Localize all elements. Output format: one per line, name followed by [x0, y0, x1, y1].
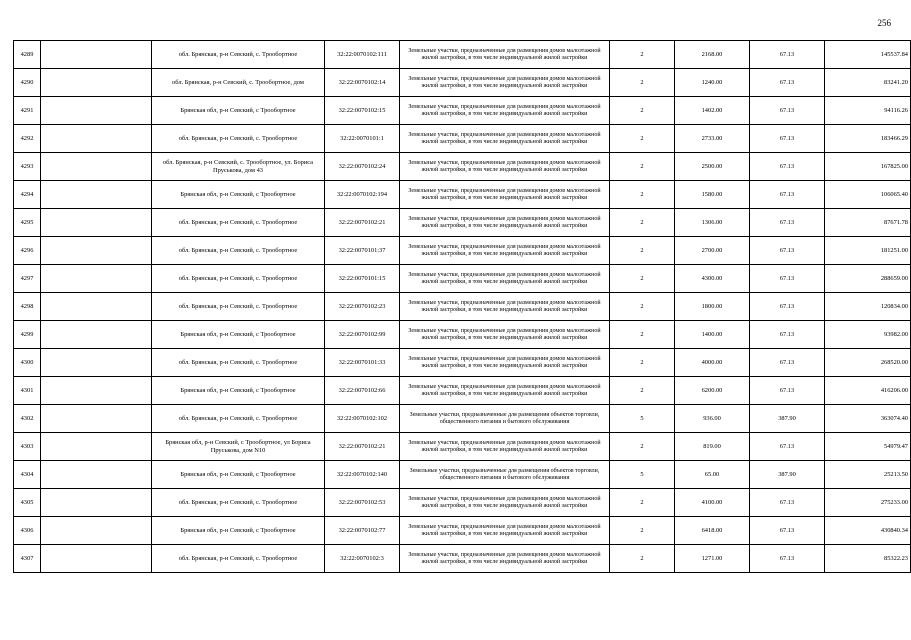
address-cell: Брянская обл, р-н Севский, с Трообортное [152, 461, 325, 489]
land-use-cell: Земельные участки, предназначенные для размещения объектов торговли, общественного питания и бытового обслуживания [400, 461, 610, 489]
table-row [14, 433, 911, 461]
empty-cell [41, 517, 152, 545]
area-cell: 1402.00 [675, 97, 750, 125]
row-number-cell: 4298 [14, 293, 41, 321]
table-row [14, 489, 911, 517]
row-number-cell: 4304 [14, 461, 41, 489]
row-number-cell: 4300 [14, 349, 41, 377]
table-row [14, 153, 911, 181]
table-row [14, 41, 911, 69]
row-number-cell: 4289 [14, 41, 41, 69]
specific-value-cell: 67.13 [750, 433, 825, 461]
category-cell: 2 [610, 545, 675, 573]
cadastral-number-cell: 32:22:0070101:37 [325, 237, 400, 265]
area-cell: 1240.00 [675, 69, 750, 97]
specific-value-cell: 67.13 [750, 265, 825, 293]
specific-value-cell: 387.90 [750, 405, 825, 433]
address-cell: Брянская обл, р-н Севский, с Трообортное [152, 181, 325, 209]
specific-value-cell: 67.13 [750, 41, 825, 69]
table-row [14, 461, 911, 489]
area-cell: 2700.00 [675, 237, 750, 265]
row-number-cell: 4293 [14, 153, 41, 181]
table-row [14, 125, 911, 153]
land-use-cell: Земельные участки, предназначенные для размещения домов малоэтажной жилой застройки, в том числе индивидуальной жилой застройки [400, 125, 610, 153]
specific-value-cell: 67.13 [750, 69, 825, 97]
row-number-cell: 4291 [14, 97, 41, 125]
specific-value-cell: 67.13 [750, 349, 825, 377]
empty-cell [41, 321, 152, 349]
row-number-cell: 4305 [14, 489, 41, 517]
table-row [14, 405, 911, 433]
cadastral-value-cell: 363074.40 [825, 405, 911, 433]
area-cell: 1800.00 [675, 293, 750, 321]
cadastral-number-cell: 32:22:0070101:1 [325, 125, 400, 153]
cadastral-number-cell: 32:22:0070102:14 [325, 69, 400, 97]
category-cell: 2 [610, 517, 675, 545]
cadastral-value-cell: 93982.00 [825, 321, 911, 349]
row-number-cell: 4299 [14, 321, 41, 349]
land-use-cell: Земельные участки, предназначенные для размещения домов малоэтажной жилой застройки, в том числе индивидуальной жилой застройки [400, 41, 610, 69]
category-cell: 2 [610, 489, 675, 517]
address-cell: обл. Брянская, р-н Севский, с. Трообортное [152, 349, 325, 377]
table-row [14, 321, 911, 349]
specific-value-cell: 67.13 [750, 293, 825, 321]
land-use-cell: Земельные участки, предназначенные для размещения домов малоэтажной жилой застройки, в том числе индивидуальной жилой застройки [400, 293, 610, 321]
empty-cell [41, 293, 152, 321]
row-number-cell: 4296 [14, 237, 41, 265]
cadastral-value-cell: 106065.40 [825, 181, 911, 209]
table-row [14, 265, 911, 293]
address-cell: обл. Брянская, р-н Севский, с. Трообортное [152, 293, 325, 321]
specific-value-cell: 67.13 [750, 237, 825, 265]
category-cell: 2 [610, 41, 675, 69]
address-cell: обл. Брянская, р-н Севский, с. Трообортное, ул. Бориса Пруськова, дом 43 [152, 153, 325, 181]
address-cell: обл. Брянская, р-н Севский, с. Трообортное [152, 265, 325, 293]
cadastral-number-cell: 32:22:0070102:21 [325, 209, 400, 237]
cadastral-value-cell: 54979.47 [825, 433, 911, 461]
empty-cell [41, 153, 152, 181]
specific-value-cell: 67.13 [750, 489, 825, 517]
specific-value-cell: 67.13 [750, 97, 825, 125]
land-use-cell: Земельные участки, предназначенные для размещения домов малоэтажной жилой застройки, в том числе индивидуальной жилой застройки [400, 321, 610, 349]
area-cell: 6418.00 [675, 517, 750, 545]
empty-cell [41, 237, 152, 265]
category-cell: 2 [610, 293, 675, 321]
row-number-cell: 4307 [14, 545, 41, 573]
table-row [14, 349, 911, 377]
cadastral-number-cell: 32:22:0070102:102 [325, 405, 400, 433]
category-cell: 2 [610, 209, 675, 237]
cadastral-number-cell: 32:22:0070102:140 [325, 461, 400, 489]
address-cell: Брянская обл, р-н Севский, с Трообортное [152, 517, 325, 545]
cadastral-value-cell: 430840.34 [825, 517, 911, 545]
cadastral-value-cell: 87671.78 [825, 209, 911, 237]
address-cell: обл. Брянская, р-н Севский, с. Трообортное [152, 489, 325, 517]
area-cell: 2733.00 [675, 125, 750, 153]
land-use-cell: Земельные участки, предназначенные для размещения домов малоэтажной жилой застройки, в том числе индивидуальной жилой застройки [400, 377, 610, 405]
category-cell: 2 [610, 125, 675, 153]
empty-cell [41, 181, 152, 209]
land-use-cell: Земельные участки, предназначенные для размещения домов малоэтажной жилой застройки, в том числе индивидуальной жилой застройки [400, 349, 610, 377]
area-cell: 4000.00 [675, 349, 750, 377]
area-cell: 6200.00 [675, 377, 750, 405]
area-cell: 65.00 [675, 461, 750, 489]
row-number-cell: 4294 [14, 181, 41, 209]
category-cell: 2 [610, 69, 675, 97]
address-cell: Брянская обл, р-н Севский, с Трообортное [152, 321, 325, 349]
address-cell: Брянская обл, р-н Севский, с Трообортное [152, 97, 325, 125]
cadastral-number-cell: 32:22:0070102:66 [325, 377, 400, 405]
address-cell: Брянская обл, р-н Севский, с Трообортное [152, 377, 325, 405]
specific-value-cell: 67.13 [750, 153, 825, 181]
area-cell: 1271.00 [675, 545, 750, 573]
area-cell: 1306.00 [675, 209, 750, 237]
table-row [14, 293, 911, 321]
cadastral-value-cell: 120834.00 [825, 293, 911, 321]
area-cell: 4100.00 [675, 489, 750, 517]
cadastral-value-cell: 167825.00 [825, 153, 911, 181]
land-use-cell: Земельные участки, предназначенные для размещения объектов торговли, общественного питания и бытового обслуживания [400, 405, 610, 433]
cadastral-value-cell: 145537.84 [825, 41, 911, 69]
cadastral-value-cell: 25213.50 [825, 461, 911, 489]
land-use-cell: Земельные участки, предназначенные для размещения домов малоэтажной жилой застройки, в том числе индивидуальной жилой застройки [400, 69, 610, 97]
table-row [14, 181, 911, 209]
empty-cell [41, 349, 152, 377]
land-use-cell: Земельные участки, предназначенные для размещения домов малоэтажной жилой застройки, в том числе индивидуальной жилой застройки [400, 237, 610, 265]
specific-value-cell: 67.13 [750, 181, 825, 209]
empty-cell [41, 461, 152, 489]
address-cell: обл. Брянская, р-н Севский, с. Трообортное [152, 41, 325, 69]
table-row [14, 69, 911, 97]
cadastral-value-cell: 83241.20 [825, 69, 911, 97]
row-number-cell: 4303 [14, 433, 41, 461]
table-row [14, 237, 911, 265]
land-use-cell: Земельные участки, предназначенные для размещения домов малоэтажной жилой застройки, в том числе индивидуальной жилой застройки [400, 181, 610, 209]
cadastral-number-cell: 32:22:0070102:99 [325, 321, 400, 349]
land-use-cell: Земельные участки, предназначенные для размещения домов малоэтажной жилой застройки, в том числе индивидуальной жилой застройки [400, 97, 610, 125]
row-number-cell: 4302 [14, 405, 41, 433]
category-cell: 2 [610, 237, 675, 265]
empty-cell [41, 489, 152, 517]
area-cell: 1580.00 [675, 181, 750, 209]
cadastral-value-cell: 288659.00 [825, 265, 911, 293]
row-number-cell: 4290 [14, 69, 41, 97]
area-cell: 1400.00 [675, 321, 750, 349]
table-row [14, 209, 911, 237]
empty-cell [41, 209, 152, 237]
table-row [14, 97, 911, 125]
empty-cell [41, 377, 152, 405]
cadastral-number-cell: 32:22:0070102:77 [325, 517, 400, 545]
address-cell: обл. Брянская, р-н Севский, с. Трообортное [152, 405, 325, 433]
cadastral-value-cell: 275233.00 [825, 489, 911, 517]
empty-cell [41, 545, 152, 573]
table-row [14, 545, 911, 573]
empty-cell [41, 265, 152, 293]
category-cell: 2 [610, 181, 675, 209]
land-use-cell: Земельные участки, предназначенные для размещения домов малоэтажной жилой застройки, в том числе индивидуальной жилой застройки [400, 209, 610, 237]
cadastral-value-cell: 85322.23 [825, 545, 911, 573]
category-cell: 5 [610, 405, 675, 433]
specific-value-cell: 387.90 [750, 461, 825, 489]
category-cell: 5 [610, 461, 675, 489]
table-body [14, 41, 911, 573]
area-cell: 2500.00 [675, 153, 750, 181]
row-number-cell: 4301 [14, 377, 41, 405]
cadastral-value-cell: 416206.00 [825, 377, 911, 405]
empty-cell [41, 433, 152, 461]
area-cell: 2168.00 [675, 41, 750, 69]
area-cell: 819.00 [675, 433, 750, 461]
address-cell: обл. Брянская, р-н Севский, с. Трообортное [152, 545, 325, 573]
cadastral-number-cell: 32:22:0070102:21 [325, 433, 400, 461]
address-cell: Брянская обл, р-н Севский, с Трообортное, ул Бориса Пруськова, дом N10 [152, 433, 325, 461]
cadastral-number-cell: 32:22:0070102:15 [325, 97, 400, 125]
land-use-cell: Земельные участки, предназначенные для размещения домов малоэтажной жилой застройки, в том числе индивидуальной жилой застройки [400, 153, 610, 181]
land-use-cell: Земельные участки, предназначенные для размещения домов малоэтажной жилой застройки, в том числе индивидуальной жилой застройки [400, 489, 610, 517]
cadastral-number-cell: 32:22:0070102:194 [325, 181, 400, 209]
address-cell: обл. Брянская, р-н Севский, с. Трообортное [152, 125, 325, 153]
cadastral-number-cell: 32:22:0070101:15 [325, 265, 400, 293]
category-cell: 2 [610, 377, 675, 405]
empty-cell [41, 97, 152, 125]
cadastral-number-cell: 32:22:0070102:24 [325, 153, 400, 181]
cadastral-number-cell: 32:22:0070101:33 [325, 349, 400, 377]
category-cell: 2 [610, 349, 675, 377]
land-use-cell: Земельные участки, предназначенные для размещения домов малоэтажной жилой застройки, в том числе индивидуальной жилой застройки [400, 545, 610, 573]
category-cell: 2 [610, 153, 675, 181]
specific-value-cell: 67.13 [750, 377, 825, 405]
land-use-cell: Земельные участки, предназначенные для размещения домов малоэтажной жилой застройки, в том числе индивидуальной жилой застройки [400, 517, 610, 545]
row-number-cell: 4292 [14, 125, 41, 153]
empty-cell [41, 41, 152, 69]
table-row [14, 517, 911, 545]
empty-cell [41, 125, 152, 153]
specific-value-cell: 67.13 [750, 209, 825, 237]
specific-value-cell: 67.13 [750, 125, 825, 153]
cadastral-value-cell: 268520.00 [825, 349, 911, 377]
cadastral-number-cell: 32:22:0070102:53 [325, 489, 400, 517]
land-use-cell: Земельные участки, предназначенные для размещения домов малоэтажной жилой застройки, в том числе индивидуальной жилой застройки [400, 265, 610, 293]
cadastral-number-cell: 32:22:0070102:23 [325, 293, 400, 321]
category-cell: 2 [610, 321, 675, 349]
table-row [14, 377, 911, 405]
land-use-cell: Земельные участки, предназначенные для размещения домов малоэтажной жилой застройки, в том числе индивидуальной жилой застройки [400, 433, 610, 461]
empty-cell [41, 69, 152, 97]
address-cell: обл. Брянская, р-н Севский, с. Трообортное [152, 209, 325, 237]
cadastral-number-cell: 32:22:0070102:111 [325, 41, 400, 69]
address-cell: обл. Брянская, р-н Севский, с. Трообортное [152, 237, 325, 265]
row-number-cell: 4295 [14, 209, 41, 237]
category-cell: 2 [610, 433, 675, 461]
category-cell: 2 [610, 265, 675, 293]
address-cell: обл. Брянская, р-н Севский, с. Трообортное, дом [152, 69, 325, 97]
cadastral-value-cell: 94116.26 [825, 97, 911, 125]
cadastral-number-cell: 32:22:0070102:3 [325, 545, 400, 573]
cadastral-value-table [13, 40, 911, 573]
category-cell: 2 [610, 97, 675, 125]
row-number-cell: 4297 [14, 265, 41, 293]
specific-value-cell: 67.13 [750, 545, 825, 573]
empty-cell [41, 405, 152, 433]
cadastral-value-cell: 181251.00 [825, 237, 911, 265]
area-cell: 936.00 [675, 405, 750, 433]
row-number-cell: 4306 [14, 517, 41, 545]
cadastral-value-cell: 183466.29 [825, 125, 911, 153]
page-number: 256 [877, 18, 891, 28]
specific-value-cell: 67.13 [750, 321, 825, 349]
specific-value-cell: 67.13 [750, 517, 825, 545]
area-cell: 4300.00 [675, 265, 750, 293]
